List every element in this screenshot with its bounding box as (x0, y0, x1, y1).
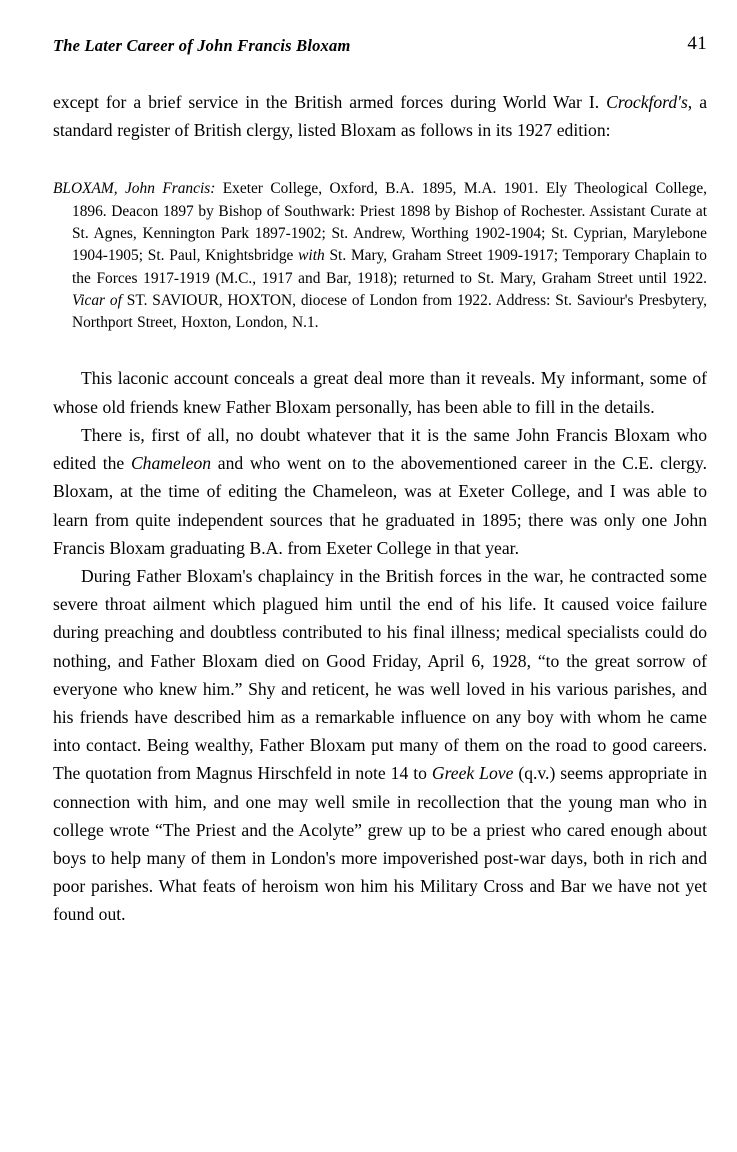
text-run: (q.v.) seems appropriate in connection with him, and one may well smile in recollection that the young man who in college wrote “The Priest and the Acolyte” grew up to be a priest who cared enough about boys to help many of them in London's more impoverished post-war days, both in rich and poor parishes. What feats of heroism won him his Military Cross and Bar we have not yet found out. (53, 763, 707, 925)
text-run: except for a brief service in the British armed forces during World War I. (53, 92, 607, 112)
spacer (53, 334, 707, 364)
running-head (53, 33, 707, 60)
text-run: Crockford's (606, 92, 688, 112)
text-column (53, 88, 707, 929)
text-run: and who went on to the abovementioned career in the C.E. clergy. Bloxam, at the time of editing the Chameleon, was at Exeter College, and I was able to learn from quite independent sources that he graduated in 1895; there was only one John Francis Bloxam graduating B.A. from Exeter College in that year. (53, 453, 707, 558)
citation-block (53, 178, 707, 334)
text-run: BLOXAM, John Francis: (53, 180, 216, 198)
text-run: Exeter College, Oxford, B.A. 1895, M.A. 1901. Ely Theological College, 1896. Deacon 1897 by Bishop of Southwark: Priest 1898 by Bishop of Rochester. Assistant Curate at St. Agnes, Kennington Park 1897-1902; St. Andrew, Worthing 1902-1904; St. Cyprian, Marylebone 1904-1905; St. Paul, Knightsbridge (72, 180, 707, 265)
spacer (53, 144, 707, 178)
paragraph-laconic-account: This laconic account conceals a great deal more than it reveals. My informant, some of whose old friends knew Father Bloxam personally, has been able to fill in the details. (53, 368, 707, 417)
text-run: with (298, 247, 325, 265)
text-run: Vicar of (72, 291, 122, 309)
running-head-title: The Later Career of John Francis Bloxam (53, 36, 351, 55)
page-number: 41 (687, 33, 707, 54)
paragraph-opening (53, 88, 707, 144)
text-run: Chameleon (130, 453, 212, 474)
paragraph-identity-evidence (53, 421, 707, 562)
text-run: There is, first of all, no doubt whatever that it is the same John Francis Bloxam who edited the (53, 424, 707, 474)
text-run: ST. SAVIOUR, HOXTON, diocese of London from 1922. Address: St. Saviour's Presbytery, Northport Street, Hoxton, London, N.1. (72, 291, 707, 332)
text-run: St. Mary, Graham Street 1909-1917; Temporary Chaplain to the Forces 1917-1919 (M.C., 1917 and Bar, 1918); returned to St. Mary, Graham Street until 1922. (72, 247, 707, 287)
text-run: During Father Bloxam's chaplaincy in the British forces in the war, he contracted some severe throat ailment which plagued him until the end of his life. It caused voice failure during preaching and doubtless contributed to his final illness; medical specialists could do nothing, and Father Bloxam died on Good Friday, April 6, 1928, “to the great sorrow of everyone who knew him.” Shy and reticent, he was well loved in his various parishes, and his friends have described him as a remarkable influence on any boy with whom he came into contact. Being wealthy, Father Bloxam put many of them on the road to good careers. The quotation from Magnus Hirschfeld in note 14 to (53, 565, 707, 784)
text-run: Greek Love (431, 763, 514, 784)
paragraph-chaplaincy-and-death (53, 562, 707, 929)
text-run: , a standard register of British clergy, listed Bloxam as follows in its 1927 edition: (53, 92, 707, 141)
